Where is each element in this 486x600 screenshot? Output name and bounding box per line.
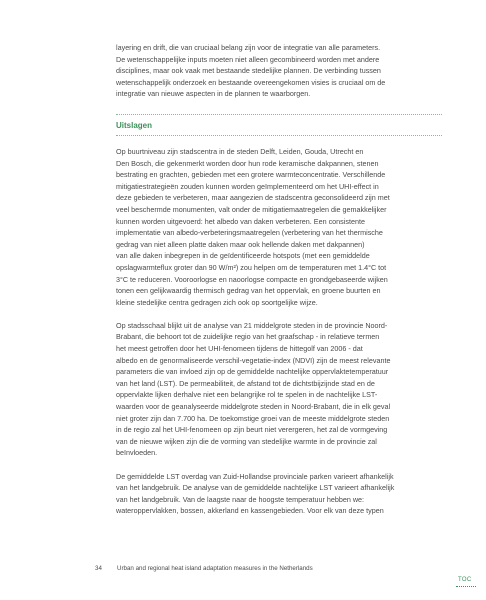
intro-paragraph <box>116 42 442 100</box>
footer-title: Urban and regional heat island adaptation measures in the Netherlands <box>117 565 313 572</box>
text-line: 3°C te reduceren. Vooroorlogse en naoorlogse compacte en grondgebaseerde wijken <box>116 274 388 284</box>
text-line: De wetenschappelijke inputs moeten niet alleen gecombineerd worden met andere <box>116 54 380 64</box>
text-line: opslagwarmteflux groter dan 90 W/m²) zou helpen om de temperaturen met 1.4°C tot <box>116 262 387 272</box>
text-line: het meest getroffen door het UHI-fenomeen tijdens de hittegolf van 2006 - dat <box>116 344 363 354</box>
text-line: layering en drift, die van cruciaal belang zijn voor de integratie van alle parameters. <box>116 43 381 52</box>
page-footer <box>95 565 313 572</box>
toc-link[interactable]: TOC <box>458 577 472 583</box>
text-line: van de nieuwe wijken zijn die de vorming van stedelijke warmte in de provincie zal <box>116 436 377 446</box>
text-line: mitigatiestrategieën zouden kunnen worden geïmplementeerd om het UHI-effect in <box>116 181 379 191</box>
text-line: parameters die van invloed zijn op de gemiddelde nachtelijke oppervlaktetemperatuur <box>116 367 389 377</box>
paragraph-neighbourhood <box>116 146 442 308</box>
text-line: tonen een gelijkwaardig thermisch gedrag van het oppervlak, en groene buurten en <box>116 286 381 296</box>
text-line: deze gebieden te verbeteren, maar aangezien de stadscentra geconsolideerd zijn met <box>116 193 390 203</box>
text-line: van het landgebruik. De analyse van de gemiddelde nachtelijke LST varieert afhankelijk <box>116 483 395 493</box>
paragraph-city-scale <box>116 320 442 459</box>
paragraph-parks <box>116 471 442 517</box>
page-number: 34 <box>95 565 102 572</box>
text-line: beïnvloeden. <box>116 448 158 458</box>
text-line: oppervlakte lijken derhalve niet een belangrijke rol te spelen in de nachtelijke LST- <box>116 390 378 400</box>
paragraph-spacer <box>116 308 442 320</box>
text-line: albedo en de genormaliseerde verschil-vegetatie-index (NDVI) zijn de meest relevante <box>116 355 391 365</box>
toc-underline <box>456 586 476 587</box>
text-line: implementatie van albedo-verbeteringsmaatregelen (verbetering van het thermische <box>116 228 383 238</box>
text-line: Op stadsschaal blijkt uit de analyse van 21 middelgrote steden in de provincie Noord- <box>116 320 388 330</box>
text-line: waarden voor de geanalyseerde middelgrote steden in Noord-Brabant, die in elk geval <box>116 402 391 412</box>
text-line: Den Bosch, die gekenmerkt worden door hun rode keramische dakpannen, stenen <box>116 158 379 168</box>
section-heading: Uitslagen <box>116 120 153 130</box>
text-line: Op buurtniveau zijn stadscentra in de steden Delft, Leiden, Gouda, Utrecht en <box>116 146 364 156</box>
text-line: integratie van nieuwe aspecten in de plannen te waarborgen. <box>116 89 311 99</box>
text-line: gedrag van niet alleen platte daken maar ook hellende daken met dakpannen) <box>116 239 365 249</box>
text-line: in de regio zal het UHI-fenomeen op zijn beurt niet verergeren, het zal de vormgeving <box>116 425 388 435</box>
text-line: van het landgebruik. Van de laagste naar de hoogste temperatuur hebben we: <box>116 494 365 504</box>
section-divider-bottom <box>116 135 442 136</box>
text-line: van het land (LST). De permeabiliteit, de afstand tot de dichtstbijzijnde stad en de <box>116 378 375 388</box>
section-divider-top <box>116 114 442 115</box>
text-line: wetenschappelijk onderzoek en bestaande overeengekomen visies is cruciaal om de <box>116 77 386 87</box>
text-line: kleine stedelijke centra gedragen zich ook op soortgelijke wijze. <box>116 297 318 307</box>
text-line: Brabant, die behoort tot de zuidelijke regio van het graafschap - in relatieve termen <box>116 332 380 342</box>
text-line: disciplines, maar ook vaak met bestaande stedelijke plannen. De verbinding tussen <box>116 66 381 76</box>
text-line: wateroppervlakken, bossen, akkerland en kassengebieden. Voor elk van deze typen <box>116 506 384 516</box>
text-line: bestrating en grachten, gebieden met een grotere warmteconcentratie. Verschillende <box>116 170 386 180</box>
text-line: veel beschermde monumenten, valt onder de mitigatiemaatregelen die gemakkelijker <box>116 204 387 214</box>
text-line: kunnen worden uitgevoerd: het albedo van daken verbeteren. Een consistente <box>116 216 365 226</box>
paragraph-spacer <box>116 459 442 471</box>
text-line: niet groter zijn dan 7.700 ha. De toekomstige groei van de meeste middelgrote steden <box>116 413 390 423</box>
body-text <box>116 42 442 517</box>
text-line: van alle daken inbegrepen in de geïdentificeerde hotspots (met een gemiddelde <box>116 251 370 261</box>
text-line: De gemiddelde LST overdag van Zuid-Hollandse provinciale parken varieert afhankelijk <box>116 471 394 481</box>
